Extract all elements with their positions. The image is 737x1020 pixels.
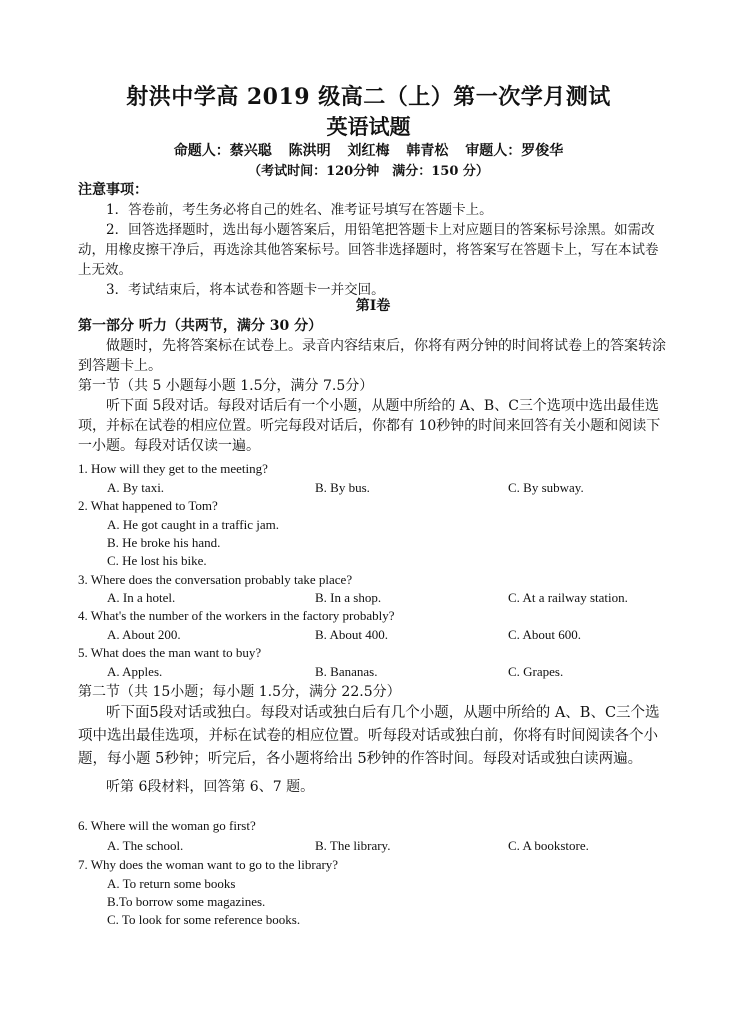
question-2-option-c: C. He lost his bike. <box>107 553 207 568</box>
question-6-stem: 6. Where will the woman go first? <box>78 818 256 833</box>
question-7-option-a: A. To return some books <box>107 876 236 891</box>
question-5-option-c: C. Grapes. <box>508 664 564 679</box>
part1-heading: 第一部分 听力（共两节，满分 30 分） <box>78 318 323 334</box>
question-4-option-b: B. About 400. <box>315 627 388 642</box>
notice-section <box>78 180 668 300</box>
setter-2: 陈洪明 <box>288 143 331 159</box>
notice-heading: 注意事项： <box>78 182 148 198</box>
notice-item-3: 3．考试结束后，将本试卷和答题卡一并交回。 <box>106 282 385 298</box>
question-7-option-b: B.To borrow some magazines. <box>107 894 266 909</box>
question-3-option-a: A. In a hotel. <box>107 590 176 605</box>
section1-heading: 第一节（共 5 小题每小题 1.5分，满分 7.5分） <box>78 378 374 394</box>
question-2-stem: 2. What happened to Tom? <box>78 498 218 513</box>
question-7-stem: 7. Why does the woman want to go to the library? <box>78 857 339 872</box>
part1-section <box>78 316 668 456</box>
question-2-option-b: B. He broke his hand. <box>107 535 221 550</box>
page-subtitle: 英语试题 <box>326 114 411 139</box>
question-6-option-b: B. The library. <box>315 838 391 853</box>
notice-item-2: 2．回答选择题时，选出每小题答案后，用铅笔把答题卡上对应题目的答案标号涂黑。如需改动，用橡皮擦干净后，再选涂其他答案标号。回答非选择题时，将答案写在答题卡上，写在本试卷上无效。 <box>78 222 659 278</box>
setter-3: 刘红梅 <box>347 143 390 159</box>
question-7-option-c: C. To look for some reference books. <box>107 912 301 927</box>
question-1-option-c: C. By subway. <box>508 480 584 495</box>
section2-intro: 听下面5段对话或独白。每段对话或独白后有几个小题，从题中所给的 A、B、C三个选项中选出最佳选项，并标在试卷的相应位置。听每段对话或独白前，你将有时间阅读各个小题，每小题 5秒钟；听完后，各小题将给出 5秒钟的作答时间。每段对话或独白读两遍。 <box>78 705 660 767</box>
section1-intro: 听下面 5段对话。每段对话后有一个小题，从题中所给的 A、B、C三个选项中选出最佳选项，并标在试卷的相应位置。听完每段对话后，你都有 10秒钟的时间来回答有关小题和阅读下一小题。每段对话仅读一遍。 <box>78 398 661 454</box>
setter-1: 命题人：蔡兴聪 <box>173 143 272 159</box>
section2-material: 听第 6段材料，回答第 6、7 题。 <box>106 779 315 795</box>
question-3-option-c: C. At a railway station. <box>508 590 628 605</box>
question-6-option-a: A. The school. <box>107 838 184 853</box>
question-5-stem: 5. What does the man want to buy? <box>78 645 262 660</box>
question-1-stem: 1. How will they get to the meeting? <box>78 461 268 476</box>
question-1-option-b: B. By bus. <box>315 480 370 495</box>
authors-line <box>0 140 737 160</box>
volume-heading: 第Ⅰ卷 <box>355 298 391 314</box>
question-6-option-c: C. A bookstore. <box>508 838 589 853</box>
part1-intro: 做题时，先将答案标在试卷上。录音内容结束后，你将有两分钟的时间将试卷上的答案转涂到答题卡上。 <box>78 338 666 374</box>
question-4-stem: 4. What's the number of the workers in the factory probably? <box>78 608 395 623</box>
question-3-option-b: B. In a shop. <box>315 590 382 605</box>
section2 <box>78 682 668 797</box>
exam-info: （考试时间：120分钟 满分：150 分） <box>248 164 489 179</box>
section2-heading: 第二节（共 15小题；每小题 1.5分，满分 22.5分） <box>78 684 401 700</box>
notice-item-1: 1．答卷前，考生务必将自己的姓名、准考证号填写在答题卡上。 <box>106 202 493 218</box>
question-5-option-a: A. Apples. <box>107 664 163 679</box>
question-5-option-b: B. Bananas. <box>315 664 378 679</box>
setter-4: 韩青松 <box>406 143 449 159</box>
reviewer: 审题人：罗俊华 <box>465 143 564 159</box>
question-4-option-a: A. About 200. <box>107 627 181 642</box>
question-3-stem: 3. Where does the conversation probably take place? <box>78 572 353 587</box>
question-2-option-a: A. He got caught in a traffic jam. <box>107 517 279 532</box>
page-title: 射洪中学高 2019 级高二（上）第一次学月测试 <box>126 84 611 110</box>
question-1-option-a: A. By taxi. <box>107 480 165 495</box>
question-4-option-c: C. About 600. <box>508 627 581 642</box>
